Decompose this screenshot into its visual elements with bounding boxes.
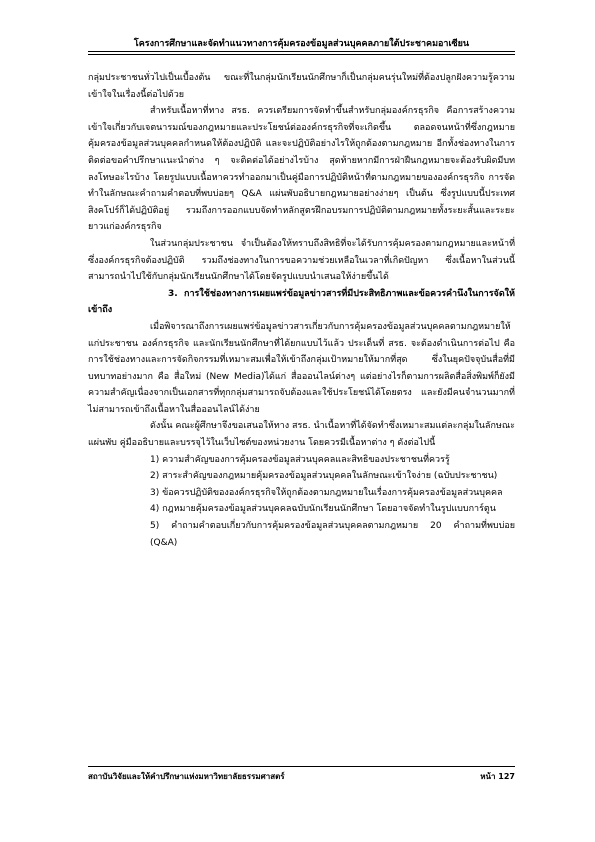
footer-rule xyxy=(88,766,515,767)
page-header: โครงการศึกษาและจัดทำแนวทางการคุ้มครองข้อมูลส่วนบุคคลภายใต้ประชาคมอาเซียน xyxy=(133,39,470,49)
header-rule-bottom xyxy=(88,54,515,55)
list-item: 2) สาระสำคัญของกฎหมายคุ้มครองข้อมูลส่วนบุคคลในลักษณะเข้าใจง่าย (ฉบับประชาชน) xyxy=(150,471,498,482)
content-list xyxy=(88,452,515,552)
paragraph-3: ในส่วนกลุ่มประชาชน จำเป็นต้องให้ทราบถึงสิทธิที่จะได้รับการคุ้มครองตามกฎหมายและหน้าที่ซึ่งองค์กรธุรกิจต้องปฏิบัติ รวมถึงช่องทางในการขอความช่วยเหลือในเวลาที่เกิดปัญหา ซึ่งเนื้อหาในส่วนนี้สามารถนำไปใช้กับกลุ่มนักเรียนนักศึกษาได้โดยจัดรูปแบบนำเสนอให้ง่ายขึ้นได้ xyxy=(88,238,515,283)
list-item: 5) คำถามคำตอบเกี่ยวกับการคุ้มครองข้อมูลส่วนบุคคลตามกฎหมาย 20 คำถามที่พบบ่อย (Q&A) xyxy=(150,521,515,548)
paragraph-5: ดังนั้น คณะผู้ศึกษาจึงขอเสนอให้ทาง สรธ. นำเนื้อหาที่ได้จัดทำซึ่งเหมาะสมแต่ละกลุ่มในลักษณะแผ่นพับ คู่มืออธิบายและบรรจุไว้ในเว็บไซต์ของหน่วยงาน โดยควรมีเนื้อหาต่าง ๆ ดังต่อไปนี้ xyxy=(88,421,516,449)
paragraph-1: กลุ่มประชาชนทั่วไปเป็นเบื้องต้น ขณะที่ในกลุ่มนักเรียนนักศึกษาก็เป็นกลุ่มคนรุ่นใหม่ที่ต้องปลูกฝังความรู้ความเข้าใจในเรื่องนี้ต่อไปด้วย xyxy=(88,73,515,100)
paragraph-2: สำหรับเนื้อหาที่ทาง สรธ. ควรเตรียมการจัดทำขึ้นสำหรับกลุ่มองค์กรธุรกิจ คือการสร้างความเข้าใจเกี่ยวกับเจตนารมณ์ของกฎหมายและประโยชน์ต่อองค์กรธุรกิจที่จะเกิดขึ้น ตลอดจนหน้าที่ซึ่งกฎหมายคุ้มครองข้อมูลส่วนบุคคลกำหนดให้ต้องปฏิบัติ และจะปฏิบัติอย่างไรให้ถูกต้องตามกฎหมาย อีกทั้งช่องทางในการติดต่อขอคำปรึกษาแนะนำต่าง ๆ จะติดต่อได้อย่างไรบ้าง สุดท้ายหากมีการฝ่าฝืนกฎหมายจะต้องรับผิดมีบทลงโทษอะไรบ้าง โดยรูปแบบเนื้อหาควรทำออกมาเป็นคู่มือการปฏิบัติหน้าที่ตามกฎหมายขององค์กรธุรกิจ การจัดทำในลักษณะคำถามคำตอบที่พบบ่อยๆ Q&A แผ่นพับอธิบายกฎหมายอย่างง่ายๆ เป็นต้น ซึ่งรูปแบบนี้ประเทศสิงคโปร์ก็ได้ปฏิบัติอยู่ รวมถึงการออกแบบจัดทำหลักสูตรฝึกอบรมการปฏิบัติตามกฎหมายทั้งระยะสั้นและระยะยาวแก่องค์กรธุรกิจ xyxy=(88,106,515,233)
list-item: 1) ความสำคัญของการคุ้มครองข้อมูลส่วนบุคคลและสิทธิของประชาชนที่ควรรู้ xyxy=(150,454,450,465)
paragraph-4: เมื่อพิจารณาถึงการเผยแพร่ข้อมูลข่าวสารเกี่ยวกับการคุ้มครองข้อมูลส่วนบุคคลตามกฎหมายให้แก่ประชาชน องค์กรธุรกิจ และนักเรียนนักศึกษาที่ได้ยกแบบไว้แล้ว ประเด็นที่ สรธ. จะต้องดำเนินการต่อไป คือการใช้ช่องทางและการจัดกิจกรรมที่เหมาะสมเพื่อให้เข้าถึงกลุ่มเป้าหมายให้มากที่สุด ซึ่งในยุคปัจจุบันสื่อที่มีบทบาทอย่างมาก คือ สื่อใหม่ (New Media)ได้แก่ สื่อออนไลน์ต่างๆ แต่อย่างไรก็ตามการผลิตสื่อสิ่งพิมพ์ก็ยังมีความสำคัญเนื่องจากเป็นเอกสารที่ทุกกลุ่มสามารถจับต้องและใช้ประโยชน์ได้โดยตรง และยังมีคนจำนวนมากที่ไม่สามารถเข้าถึงเนื้อหาในสื่อออนไลน์ได้ง่าย xyxy=(88,321,515,415)
page-footer xyxy=(88,770,515,783)
list-item: 4) กฎหมายคุ้มครองข้อมูลส่วนบุคคลฉบับนักเรียนนักศึกษา โดยอาจจัดทำในรูปแบบการ์ตูน xyxy=(150,504,496,515)
document-body xyxy=(88,70,515,551)
section-heading: 3. การใช้ช่องทางการเผยแพร่ข้อมูลข่าวสารที่มีประสิทธิภาพและข้อควรคำนึงในการจัดให้เข้าถึง xyxy=(88,288,515,316)
list-item: 3) ข้อควรปฏิบัติขององค์กรธุรกิจให้ถูกต้องตามกฎหมายในเรื่องการคุ้มครองข้อมูลส่วนบุคคล xyxy=(150,487,503,498)
page-number: หน้า 127 xyxy=(480,772,515,781)
footer-institute: สถาบันวิจัยและให้คำปรึกษาแห่งมหาวิทยาลัยธรรมศาสตร์ xyxy=(88,772,285,781)
header-rule-top xyxy=(88,51,515,52)
